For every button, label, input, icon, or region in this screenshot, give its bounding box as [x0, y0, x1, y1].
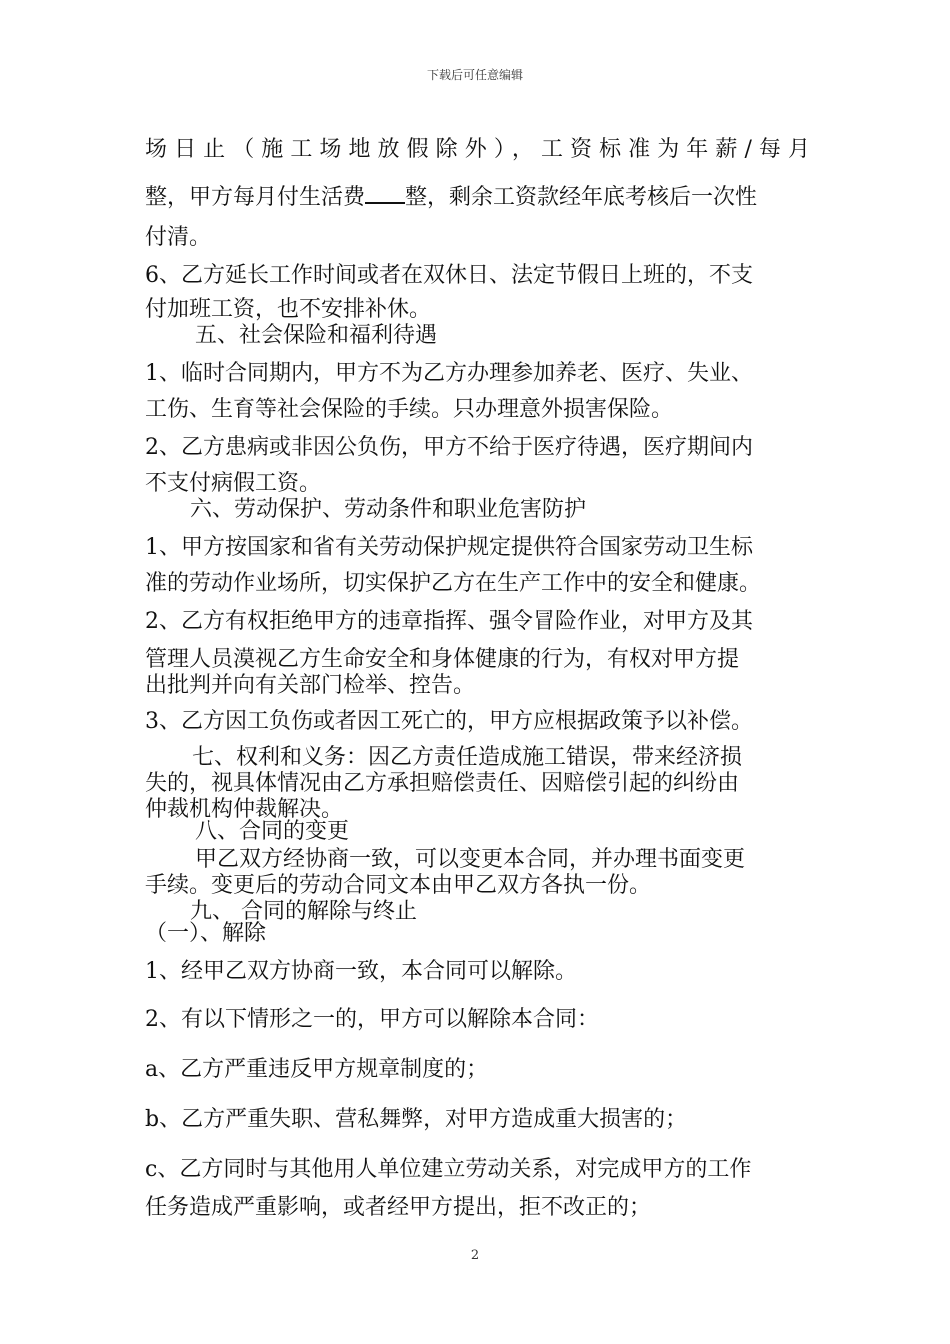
text-line-with-blank [145, 184, 810, 212]
list-item: 1、经甲乙双方协商一致，本合同可以解除。 [145, 959, 577, 984]
text-line: 工伤、生育等社会保险的手续。只办理意外损害保险。 [145, 397, 674, 422]
text-line: 2、乙方有权拒绝甲方的违章指挥、强令冒险作业，对甲方及其 [145, 609, 753, 634]
page-header: 下载后可任意编辑 [426, 68, 523, 82]
text-line: 出批判并向有关部门检举、控告。 [145, 673, 476, 698]
text-line: 6、乙方延长工作时间或者在双休日、法定节假日上班的，不支 [145, 263, 753, 288]
text-line: 1、甲方按国家和省有关劳动保护规定提供符合国家劳动卫生标 [145, 535, 753, 560]
section-heading: 六、劳动保护、劳动条件和职业危害防护 [190, 497, 587, 522]
text-segment: 整，甲方每月付生活费 [145, 185, 366, 210]
section-heading: 八、合同的变更 [195, 819, 350, 844]
text-line: 管理人员漠视乙方生命安全和身体健康的行为，有权对甲方提 [145, 647, 740, 672]
text-line: 手续。变更后的劳动合同文本由甲乙双方各执一份。 [145, 873, 652, 898]
text-line: 失的，视具体情况由乙方承担赔偿责任、因赔偿引起的纠纷由 [145, 771, 740, 796]
text-line: 准的劳动作业场所，切实保护乙方在生产工作中的安全和健康。 [145, 571, 762, 596]
text-line: 付加班工资，也不安排补休。 [145, 297, 432, 322]
list-item: 2、有以下情形之一的，甲方可以解除本合同： [145, 1007, 599, 1032]
text-line: 场日止（施工场地放假除外），工资标准为年薪/每月 [145, 137, 810, 162]
page-number: 2 [470, 1248, 480, 1263]
section-heading: 七、权利和义务：因乙方责任造成施工错误，带来经济损 [192, 745, 743, 770]
text-line: 不支付病假工资。 [145, 471, 322, 496]
subsection-heading: （一）、解除 [145, 921, 267, 946]
list-item: c、乙方同时与其他用人单位建立劳动关系，对完成甲方的工作 [145, 1157, 752, 1182]
text-line: 付清。 [145, 225, 212, 250]
list-item: b、乙方严重失职、营私舞弊，对甲方造成重大损害的； [145, 1107, 688, 1132]
text-line: 仲裁机构仲裁解决。 [145, 797, 344, 822]
text-line: 2、乙方患病或非因公负伤，甲方不给于医疗待遇，医疗期间内 [145, 435, 753, 460]
text-line: 3、乙方因工负伤或者因工死亡的，甲方应根据政策予以补偿。 [145, 709, 753, 734]
text-segment: 整，剩余工资款经年底考核后一次性 [405, 185, 758, 210]
text-line: 甲乙双方经协商一致，可以变更本合同，并办理书面变更 [195, 847, 746, 872]
text-line: 1、临时合同期内，甲方不为乙方办理参加养老、医疗、失业、 [145, 361, 753, 386]
section-heading: 九、 合同的解除与终止 [190, 899, 417, 924]
blank-underline [365, 184, 405, 204]
section-heading: 五、社会保险和福利待遇 [195, 323, 438, 348]
text-line: 任务造成严重影响，或者经甲方提出，拒不改正的； [145, 1195, 652, 1220]
list-item: a、乙方严重违反甲方规章制度的； [145, 1057, 489, 1082]
